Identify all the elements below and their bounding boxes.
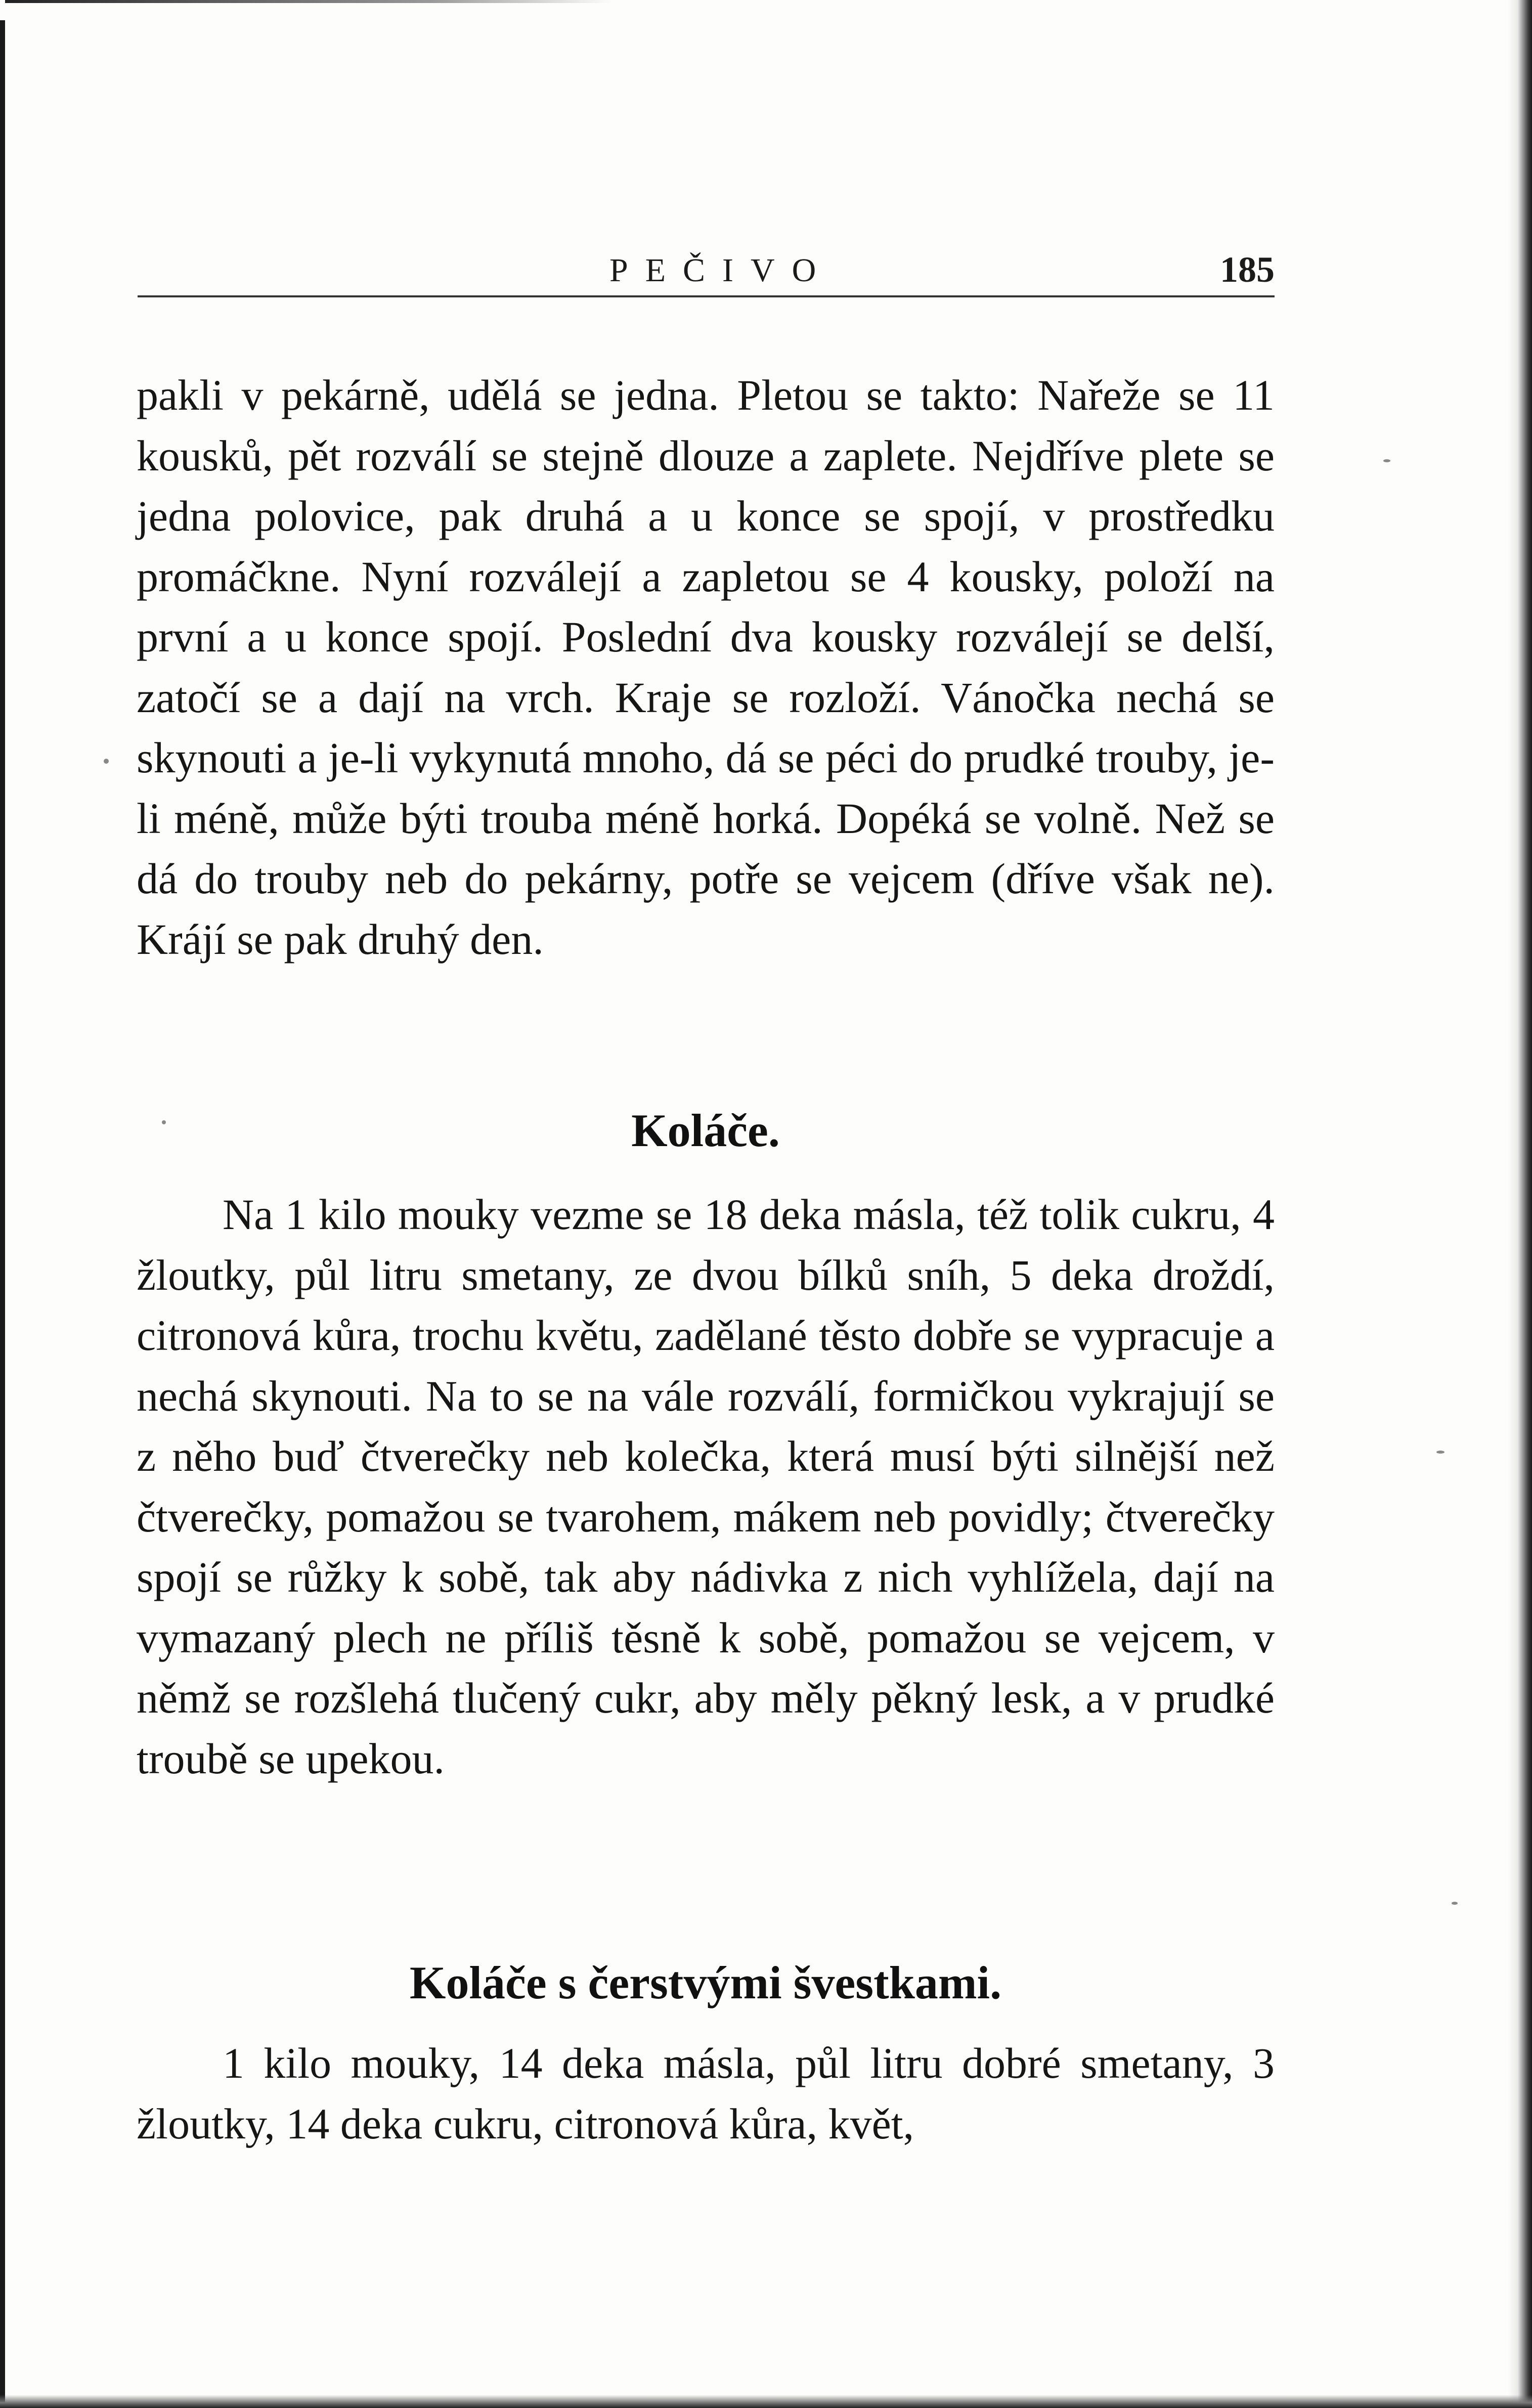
running-title: PEČIVO: [609, 252, 834, 289]
section-heading-kolace-svestky: Koláče s čerstvými švestkami.: [409, 1957, 1002, 2008]
continuation-section: [137, 365, 1275, 970]
kolace-paragraph: Na 1 kilo mouky vezme se 18 deka másla, též tolik cukru, 4 žloutky, půl litru smetany, ze dvou bílků sníh, 5 deka droždí, citronová kůra, trochu květu, zadělané těsto dobře se vypracuje a nechá skynouti. Na to se na vále rozválí, formičkou vykrajují se z něho buď čtverečky neb kolečka, která musí býti silnější než čtverečky, pomažou se tvarohem, mákem neb povidly; čtverečky spojí se růžky k sobě, tak aby nádivka z nich vyhlížela, dají na vymazaný plech ne příliš těsně k sobě, pomažou se vejcem, v němž se rozšlehá tlučený cukr, aby měly pěkný lesk, a v prudké troubě se upekou.: [137, 1190, 1275, 1783]
paper-speck: [104, 759, 109, 764]
page-header: [137, 240, 1275, 296]
kolace-svestky-paragraph: 1 kilo mouky, 14 deka másla, půl litru dobré smetany, 3 žloutky, 14 deka cukru, citronová kůra, květ,: [137, 2039, 1275, 2148]
page-number: 185: [1220, 249, 1275, 290]
kolace-section: [137, 1185, 1275, 1789]
continuation-paragraph: pakli v pekárně, udělá se jedna. Pletou se takto: Nařeže se 11 kousků, pět rozválí se stejně dlouze a zaplete. Nejdříve plete se jedna polovice, pak druhá a u konce se spojí, v prostředku promáčkne. Nyní rozválejí a zapletou se 4 kousky, položí na první a u konce spojí. Poslední dva kousky rozválejí se delší, zatočí se a dají na vrch. Kraje se rozloží. Vánočka nechá se skynouti a je-li vykynutá mnoho, dá se péci do prudké trouby, je-li méně, může býti trouba méně horká. Dopéká se volně. Než se dá do trouby neb do pekárny, potře se vejcem (dříve však ne). Krájí se pak druhý den.: [137, 371, 1275, 964]
page-top-edge: [5, 0, 612, 3]
paper-speck: [1452, 1902, 1458, 1905]
kolace-svestky-section: [137, 2033, 1275, 2154]
header-rule: [138, 295, 1275, 297]
paper-speck: [1436, 1451, 1445, 1454]
page-right-edge: [1508, 0, 1532, 2408]
page-left-edge: [0, 20, 5, 2407]
page-bottom-edge: [0, 2395, 1532, 2408]
paper-speck: [1383, 459, 1390, 462]
section-heading-kolace: Koláče.: [631, 1105, 780, 1156]
paper-speck: [162, 1120, 166, 1124]
